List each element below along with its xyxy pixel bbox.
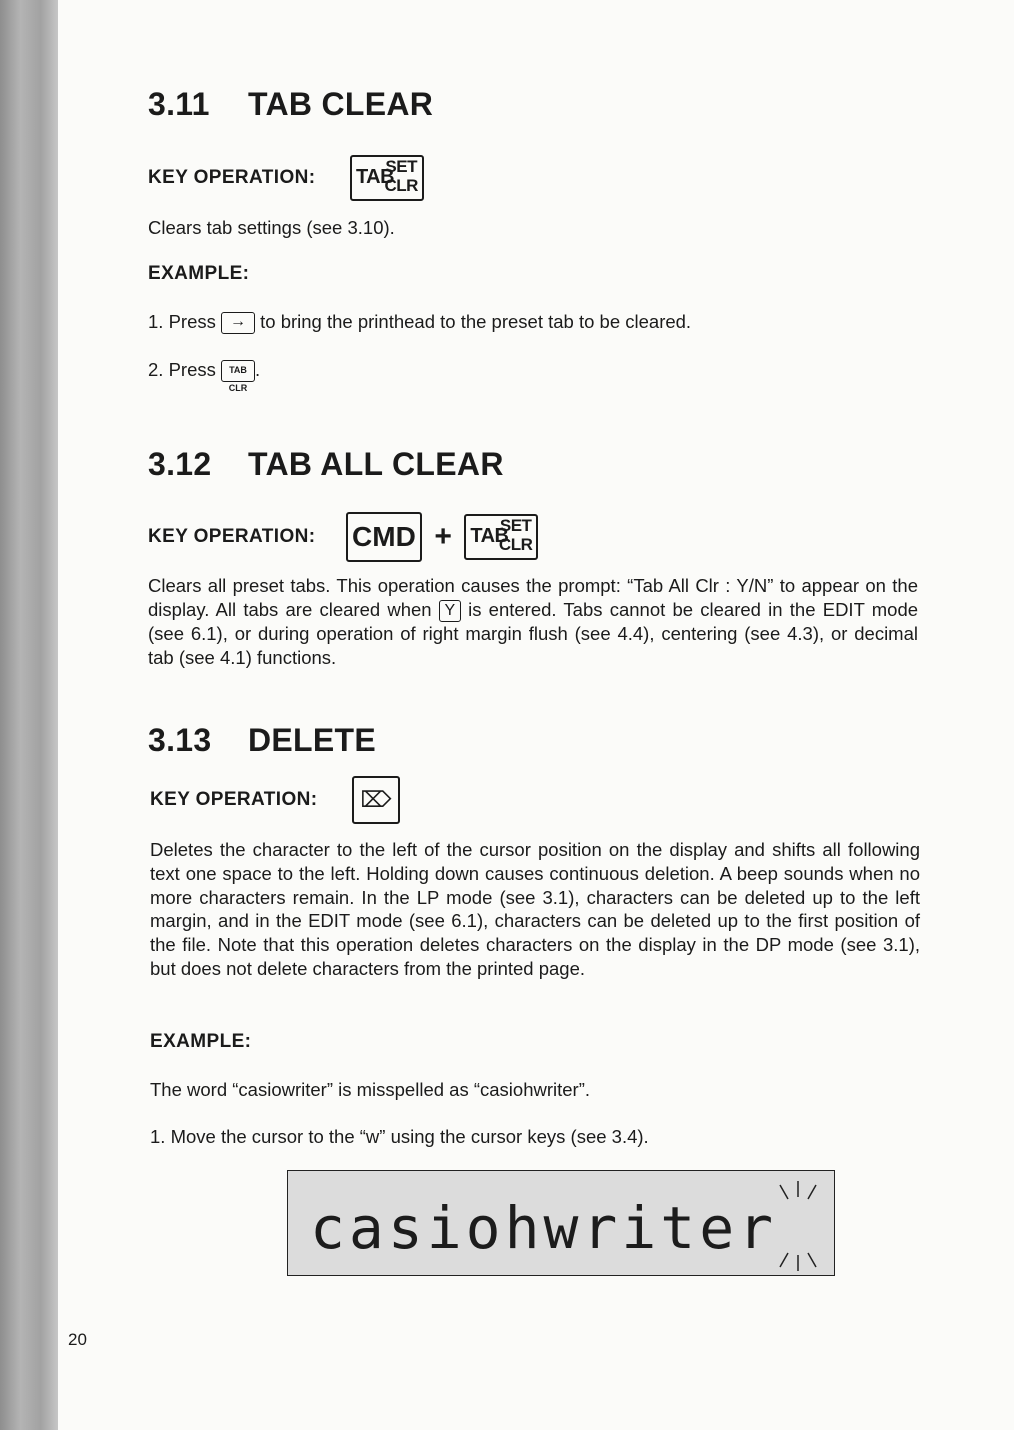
key-operation-label: KEY OPERATION:	[148, 526, 316, 547]
tab-set-clr-key	[464, 514, 538, 560]
section-title: TAB CLEAR	[248, 86, 434, 122]
section-title: TAB ALL CLEAR	[248, 446, 504, 482]
description-part-2: is entered. Tabs cannot be cleared in the EDIT mode (see 6.1), or during operation of right margin flush (see 4.4), centering (see 4.3), or decimal tab (see 4.1) functions.	[148, 598, 919, 668]
lcd-display	[287, 1170, 835, 1276]
key-set-text: SET	[499, 516, 532, 535]
step-prefix: 1. Press	[148, 311, 216, 332]
key-operation-label: KEY OPERATION:	[148, 167, 316, 188]
section-heading-tab-all-clear	[148, 446, 504, 483]
key-operation-row	[148, 155, 424, 201]
key-setclr-text	[384, 157, 417, 195]
y-key: Y	[439, 600, 461, 622]
step-suffix: to bring the printhead to the preset tab to be cleared.	[260, 311, 692, 332]
cmd-key: CMD	[346, 512, 422, 562]
section-number: 3.12	[148, 446, 212, 482]
example-step-2	[148, 358, 261, 394]
section-heading-tab-clear	[148, 86, 433, 123]
key-clr-text: CLR	[498, 535, 533, 554]
page-binding-edge	[0, 0, 58, 1430]
delete-key	[352, 776, 400, 824]
section-title: DELETE	[248, 722, 377, 758]
key-set-text: SET	[385, 157, 417, 176]
section-number: 3.13	[148, 722, 212, 758]
arrow-right-icon: →	[230, 313, 246, 331]
example-label: EXAMPLE:	[150, 1031, 252, 1052]
key-operation-label: KEY OPERATION:	[150, 789, 318, 810]
key-setclr-text	[499, 516, 532, 554]
description-part-1: Clears all preset tabs. This operation causes the prompt: “Tab All Clr : Y/N” to appear on the display. All tabs are cleared when	[148, 575, 918, 620]
key-operation-row	[148, 512, 538, 562]
page-number: 20	[68, 1330, 87, 1349]
section-number: 3.11	[148, 86, 210, 122]
example-label: EXAMPLE:	[148, 263, 250, 284]
key-tab-text: TAB	[470, 525, 509, 547]
example-text: The word “casiowriter” is misspelled as “casiohwriter”.	[150, 1079, 590, 1100]
description: Deletes the character to the left of the cursor position on the display and shifts all following text one space to the left. Holding down causes continuous deletion. A beep sounds when no more characters remain. In the LP mode (see 3.1), characters can be deleted up to the left margin, and in the EDIT mode (see 6.1), characters can be deleted up to the first position of the file. Note that this operation deletes characters on the display in the DP mode (see 3.1), but does not delete characters from the printed page.	[150, 839, 920, 979]
delete-icon: ⌦	[360, 787, 392, 812]
step-suffix: .	[255, 359, 261, 380]
tab-arrow-key	[221, 312, 255, 334]
key-tab-text: TAB	[355, 166, 395, 188]
description: Clears tab settings (see 3.10).	[148, 217, 395, 238]
plus-sign: +	[434, 520, 452, 553]
tab-set-clr-key	[350, 155, 424, 201]
lcd-display-text: casiohwriter	[310, 1194, 778, 1262]
tab-clr-small-key: TAB CLR	[221, 360, 255, 382]
cursor-blink-icon	[768, 1179, 828, 1273]
key-clr-text: CLR	[384, 176, 418, 195]
key-operation-row	[150, 776, 400, 824]
example-step-1	[148, 310, 691, 334]
description	[148, 574, 918, 670]
section-heading-delete	[148, 722, 376, 759]
step-prefix: 2. Press	[148, 359, 216, 380]
example-step-1: 1. Move the cursor to the “w” using the cursor keys (see 3.4).	[150, 1126, 649, 1147]
